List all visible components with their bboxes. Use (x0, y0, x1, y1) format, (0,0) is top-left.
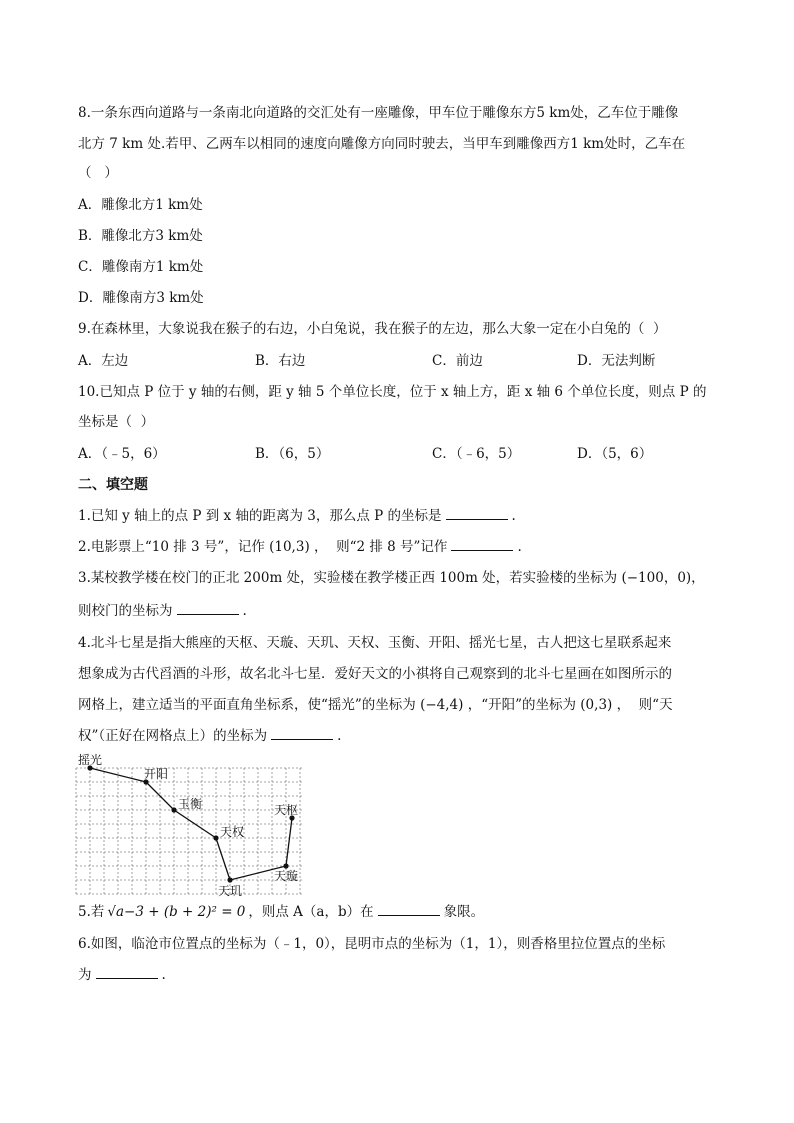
formula: √a−3 + (b + 2)² = 0 (107, 904, 246, 920)
q8-option-d: D．雕像南方3 km处 (78, 290, 204, 306)
fill-4-line4: 权”（正好在网格点上）的坐标为 . (78, 728, 342, 744)
label-tianxuan: 天璇 (274, 869, 299, 883)
q8-line2: 北方 7 km 处.若甲、乙两车以相同的速度向雕像方向同时驶去，当甲车到雕像西方1 km处时，乙车在 (78, 136, 686, 152)
q9-option-c: C．前边 (432, 353, 483, 369)
q10-option-b: B．（6，5） (255, 446, 330, 462)
label-yuheng: 玉衡 (178, 797, 203, 811)
grid-lines (76, 768, 304, 896)
answer-blank[interactable] (451, 538, 513, 551)
q8-option-a: A．雕像北方1 km处 (78, 197, 203, 213)
q8-line3: （ ） (78, 165, 118, 181)
label-kaiyang: 开阳 (144, 767, 169, 781)
label-tianji: 天玑 (218, 884, 243, 898)
q8-option-c: C．雕像南方1 km处 (78, 259, 204, 275)
answer-blank[interactable] (446, 507, 508, 520)
fill-2: 2.电影票上“10 排 3 号”，记作 (10,3) ， 则“2 排 8 号”记作 . (78, 539, 522, 555)
q9-option-a: A．左边 (78, 353, 129, 369)
fill-1: 1.已知 y 轴上的点 P 到 x 轴的距离为 3，那么点 P 的坐标是 . (78, 508, 516, 524)
q9-option-b: B．右边 (255, 353, 306, 369)
label-tianshu: 天枢 (274, 803, 299, 817)
q10-line2: 坐标是（ ） (78, 414, 155, 430)
star-tianxuan (283, 863, 288, 868)
star-tianquan (213, 835, 218, 840)
q9-option-d: D．无法判断 (577, 353, 656, 369)
fill-3-line1: 3.某校教学楼在校门的正北 200m 处，实验楼在教学楼正西 100m 处，若实验楼的坐标为 (−100，0)， (78, 570, 705, 586)
fill-6-line1: 6.如图，临沧市位置点的坐标为（﹣1，0），昆明市点的坐标为（1，1），则香格里拉位置点的坐标 (78, 936, 666, 952)
fill-3-line2: 则校门的坐标为 . (78, 603, 247, 619)
answer-blank[interactable] (177, 602, 239, 615)
label-yaoguang: 摇光 (78, 753, 103, 767)
q8-line1: 8.一条东西向道路与一条南北向道路的交汇处有一座雕像，甲车位于雕像东方5 km处，乙车位于雕像 (78, 105, 679, 121)
label-tianquan: 天权 (220, 825, 245, 839)
answer-blank[interactable] (96, 966, 158, 979)
answer-blank[interactable] (378, 903, 440, 916)
fill-4-line3: 网格上，建立适当的平面直角坐标系，使“摇光”的坐标为 (−4,4) ，“开阳”的坐标为 (0,3) ， 则“天 (78, 697, 673, 713)
big-dipper-grid-figure (74, 752, 314, 900)
fill-5: 5.若 √a−3 + (b + 2)² = 0 ，则点 A（a，b）在 象限。 (78, 904, 485, 920)
q10-option-a: A．（﹣5，6） (78, 446, 166, 462)
q9-line1: 9.在森林里，大象说我在猴子的右边，小白兔说，我在猴子的左边，那么大象一定在小白兔的（ ） (78, 321, 667, 337)
q8-option-b: B．雕像北方3 km处 (78, 228, 203, 244)
q10-line1: 10.已知点 P 位于 y 轴的右侧，距 y 轴 5 个单位长度，位于 x 轴上方，距 x 轴 6 个单位长度，则点 P 的 (78, 384, 707, 400)
star-tianji (227, 877, 232, 882)
q10-option-d: D．（5，6） (577, 446, 653, 462)
fill-6-line2: 为 . (78, 967, 166, 983)
answer-blank[interactable] (271, 727, 333, 740)
q10-option-c: C．（﹣6，5） (432, 446, 521, 462)
fill-4-line1: 4.北斗七星是指大熊座的天枢、天璇、天玑、天权、玉衡、开阳、摇光七星，古人把这七星联系起来 (78, 635, 672, 651)
star-yuheng (171, 807, 176, 812)
fill-4-line2: 想象成为古代舀酒的斗形，故名北斗七星．爱好天文的小祺将自己观察到的北斗七星画在如图所示的 (78, 666, 672, 682)
section-heading: 二、填空题 (78, 477, 148, 493)
